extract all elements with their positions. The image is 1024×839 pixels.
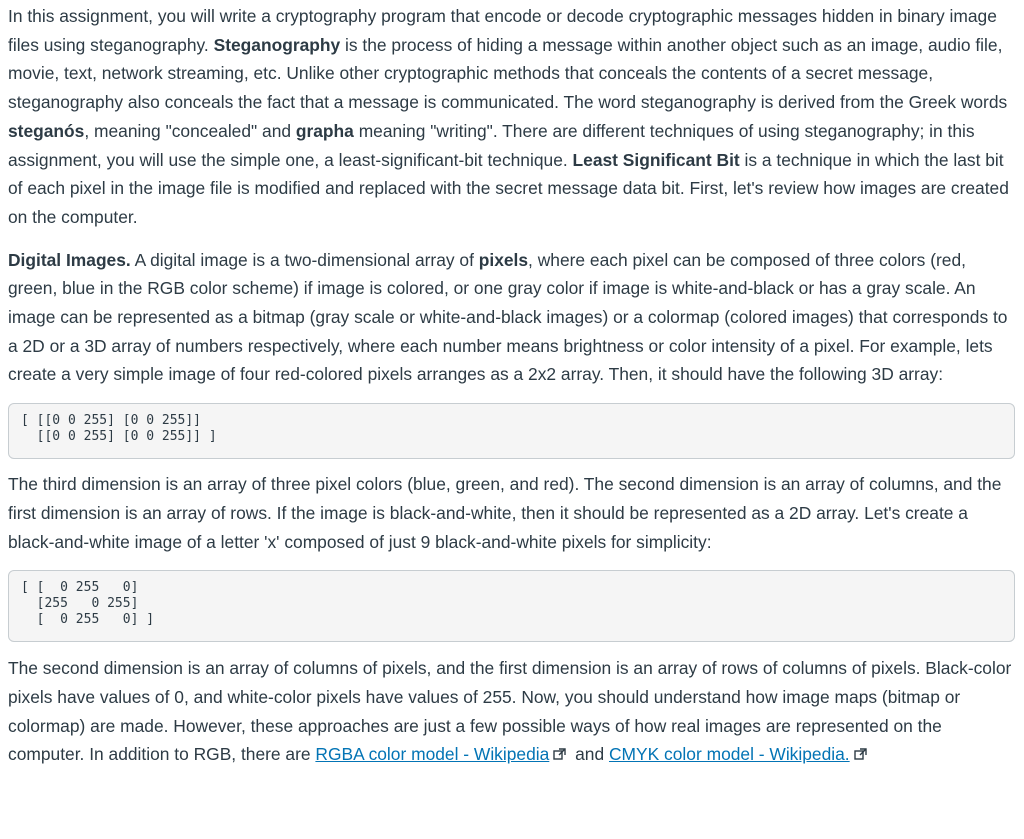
intro-text-1: In this assignment, you will write a cryptography program that encode or decode cryptographic messages hidden in binary image files using steganography. xyxy=(8,6,997,55)
intro-text-3: , meaning "concealed" and xyxy=(84,120,296,141)
intro-text-2: is the process of hiding a message within another object such as an image, audio file, movie, text, network streaming, etc. Unlike other cryptographic methods that conceals the contents of a secret message, steganography also conceals the fact that a message is communicated. The word steganography is derived from the Greek words xyxy=(8,34,1008,113)
intro-text-5: is a technique in which the last bit of each pixel in the image file is modified and replaced with the secret message data bit. First, let's review how images are created on the computer. xyxy=(8,149,1009,227)
third-dimension-paragraph xyxy=(8,470,1015,556)
digital-text-1: A digital image is a two-dimensional array of xyxy=(130,249,479,270)
third-text-1: The third dimension is an array of three pixel colors (blue, green, and red). The second dimension is an array of columns, and the first dimension is an array of rows. If the image is black-and-white, then it should be represented as a 2D array. Let's create a black-and-white image of a letter 'x' composed of just 9 black-and-white pixels for simplicity: xyxy=(8,474,1002,552)
digital-images-heading: Digital Images. xyxy=(8,249,131,270)
term-steganography: Steganography xyxy=(213,34,341,55)
intro-text-4: meaning "writing". There are different techniques of using steganography; in this assignment, you will use the simple one, a least-significant-bit technique. xyxy=(8,120,975,170)
external-link-icon xyxy=(854,741,867,770)
intro-paragraph xyxy=(8,0,1015,232)
code-block-3d-array: [ [[0 0 255] [0 0 255]] [[0 0 255] [0 0 255]] ] xyxy=(8,403,1015,459)
code-block-2d-array: [ [ 0 255 0] [255 0 255] [ 0 255 0] ] xyxy=(8,570,1015,642)
cmyk-wikipedia-link[interactable]: CMYK color model - Wikipedia. xyxy=(608,744,850,765)
digital-images-paragraph xyxy=(8,246,1015,390)
term-grapha: grapha xyxy=(295,120,354,141)
rgba-wikipedia-link[interactable]: RGBA color model - Wikipedia xyxy=(315,744,550,765)
second-dimension-paragraph xyxy=(8,654,1015,770)
term-pixels: pixels xyxy=(478,249,529,270)
term-least-significant-bit: Least Significant Bit xyxy=(572,149,740,170)
second-text-2: and xyxy=(570,744,609,765)
second-text-1: The second dimension is an array of columns of pixels, and the first dimension is an array of rows of columns of pixels. Black-color pixels have values of 0, and white-color pixels have values of 255. Now, you should understand how image maps (bitmap or colormap) are made. However, these approaches are just a few possible ways of how real images are represented on the computer. In addition to RGB, there are xyxy=(8,658,1012,765)
digital-text-2: , where each pixel can be composed of three colors (red, green, blue in the RGB color scheme) if image is colored, or one gray color if image is white-and-black or has a gray scale. An image can be represented as a bitmap (gray scale or white-and-black images) or a colormap (colored images) that corresponds to a 2D or a 3D array of numbers respectively, where each number means brightness or color intensity of a pixel. For example, lets create a very simple image of four red-colored pixels arranges as a 2x2 array. Then, it should have the following 3D array: xyxy=(8,249,1008,385)
term-steganos: steganós xyxy=(8,120,85,141)
external-link-icon xyxy=(553,741,566,770)
